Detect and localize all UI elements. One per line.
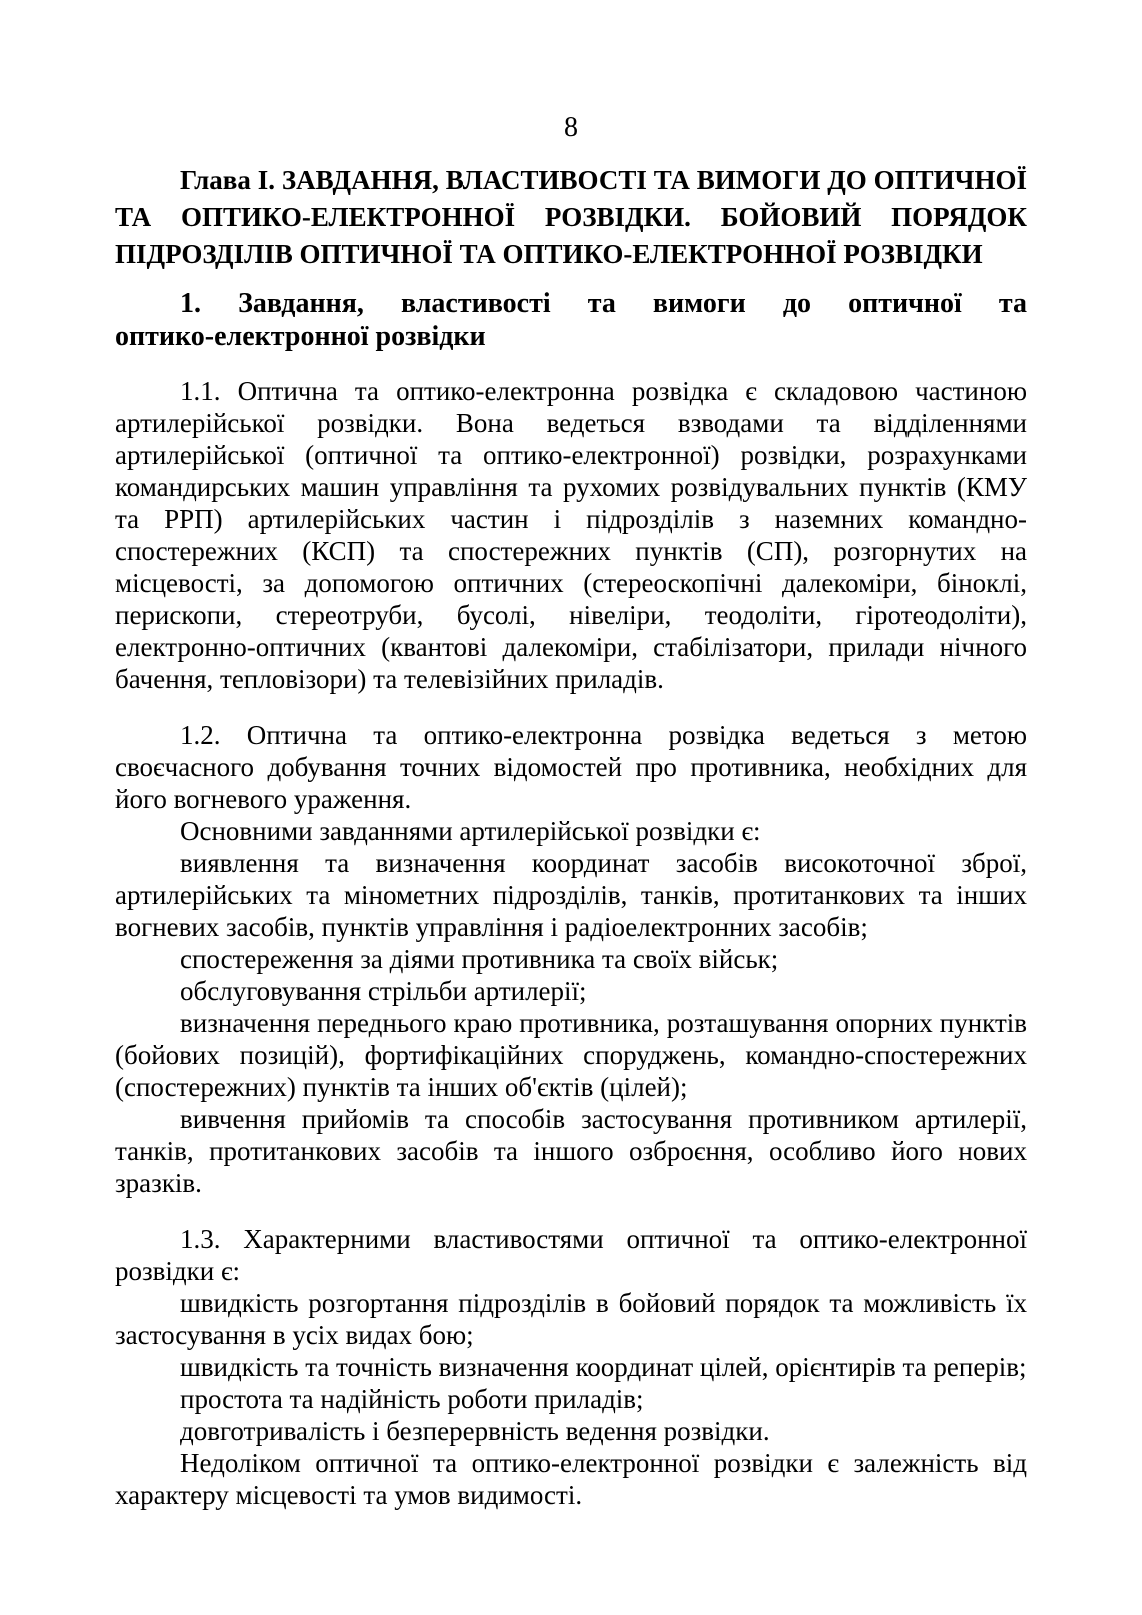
list-item-study: вивчення прийомів та способів застосування противником артилерії, танків, протитанкових засобів та іншого озброєння, особливо його нових зразків.: [115, 1104, 1027, 1198]
list-item-observation: спостереження за діями противника та своїх військ;: [180, 944, 779, 974]
list-item-deployment-speed: швидкість розгортання підрозділів в бойовий порядок та можливість їх застосування в усіх видах бою;: [115, 1288, 1027, 1350]
section-heading-line-2: оптико-електронної розвідки: [115, 321, 486, 352]
paragraph-drawback: Недоліком оптичної та оптико-електронної розвідки є залежність від характеру місцевості та умов видимості.: [115, 1448, 1027, 1510]
list-item-detection: виявлення та визначення координат засобів високоточної зброї, артилерійських та мінометних підрозділів, танків, протитанкових та інших вогневих засобів, пунктів управління і радіоелектронних засобів;: [115, 848, 1027, 942]
chapter-heading-line-3: ПІДРОЗДІЛІВ ОПТИЧНОЇ ТА ОПТИКО-ЕЛЕКТРОННОЇ РОЗВІДКИ: [115, 239, 983, 269]
list-item-accuracy: швидкість та точність визначення координат цілей, орієнтирів та реперів;: [180, 1352, 1027, 1382]
list-item-simplicity: простота та надійність роботи приладів;: [180, 1384, 644, 1414]
page-number: 8: [564, 112, 578, 143]
section-heading: [115, 287, 1027, 353]
paragraph-1-3: 1.3. Характерними властивостями оптичної та оптико-електронної розвідки є:: [115, 1224, 1027, 1286]
chapter-heading-line-1: Глава I. ЗАВДАННЯ, ВЛАСТИВОСТІ ТА ВИМОГИ ДО ОПТИЧНОЇ: [180, 165, 1027, 195]
section-heading-line-1: 1. Завдання, властивості та вимоги до оптичної та: [180, 288, 1027, 319]
list-item-front-edge: визначення переднього краю противника, розташування опорних пунктів (бойових позицій), фортифікаційних споруджень, командно-спостережних (спостережних) пунктів та інших об'єктів (цілей);: [115, 1008, 1027, 1102]
paragraph-1-1: 1.1. Оптична та оптико-електронна розвідка є складовою частиною артилерійської розвідки. Вона ведеться взводами та відділеннями артилерійської (оптичної та оптико-електронної) розвідки, розрахунками командирських машин управління та рухомих розвідувальних пунктів (КМУ та РРП) артилерійських частин і підрозділів з наземних командно-спостережних (КСП) та спостережних пунктів (СП), розгорнутих на місцевості, за допомогою оптичних (стереоскопічні далекоміри, біноклі, перископи, стереотруби, бусолі, нівеліри, теодоліти, гіротеодоліти), електронно-оптичних (квантові далекоміри, стабілізатори, прилади нічного бачення, тепловізори) та телевізійних приладів.: [115, 376, 1027, 694]
chapter-heading-line-2: ТА ОПТИКО-ЕЛЕКТРОННОЇ РОЗВІДКИ. БОЙОВИЙ ПОРЯДОК: [115, 202, 1027, 232]
list-item-fire-support: обслуговування стрільби артилерії;: [180, 976, 587, 1006]
list-item-continuity: довготривалість і безперервність ведення розвідки.: [180, 1416, 770, 1446]
paragraph-tasks-intro: Основними завданнями артилерійської розвідки є:: [180, 816, 761, 846]
chapter-heading: [115, 162, 1027, 273]
paragraph-1-2: 1.2. Оптична та оптико-електронна розвідка ведеться з метою своєчасного добування точних відомостей про противника, необхідних для його вогневого ураження.: [115, 720, 1027, 814]
